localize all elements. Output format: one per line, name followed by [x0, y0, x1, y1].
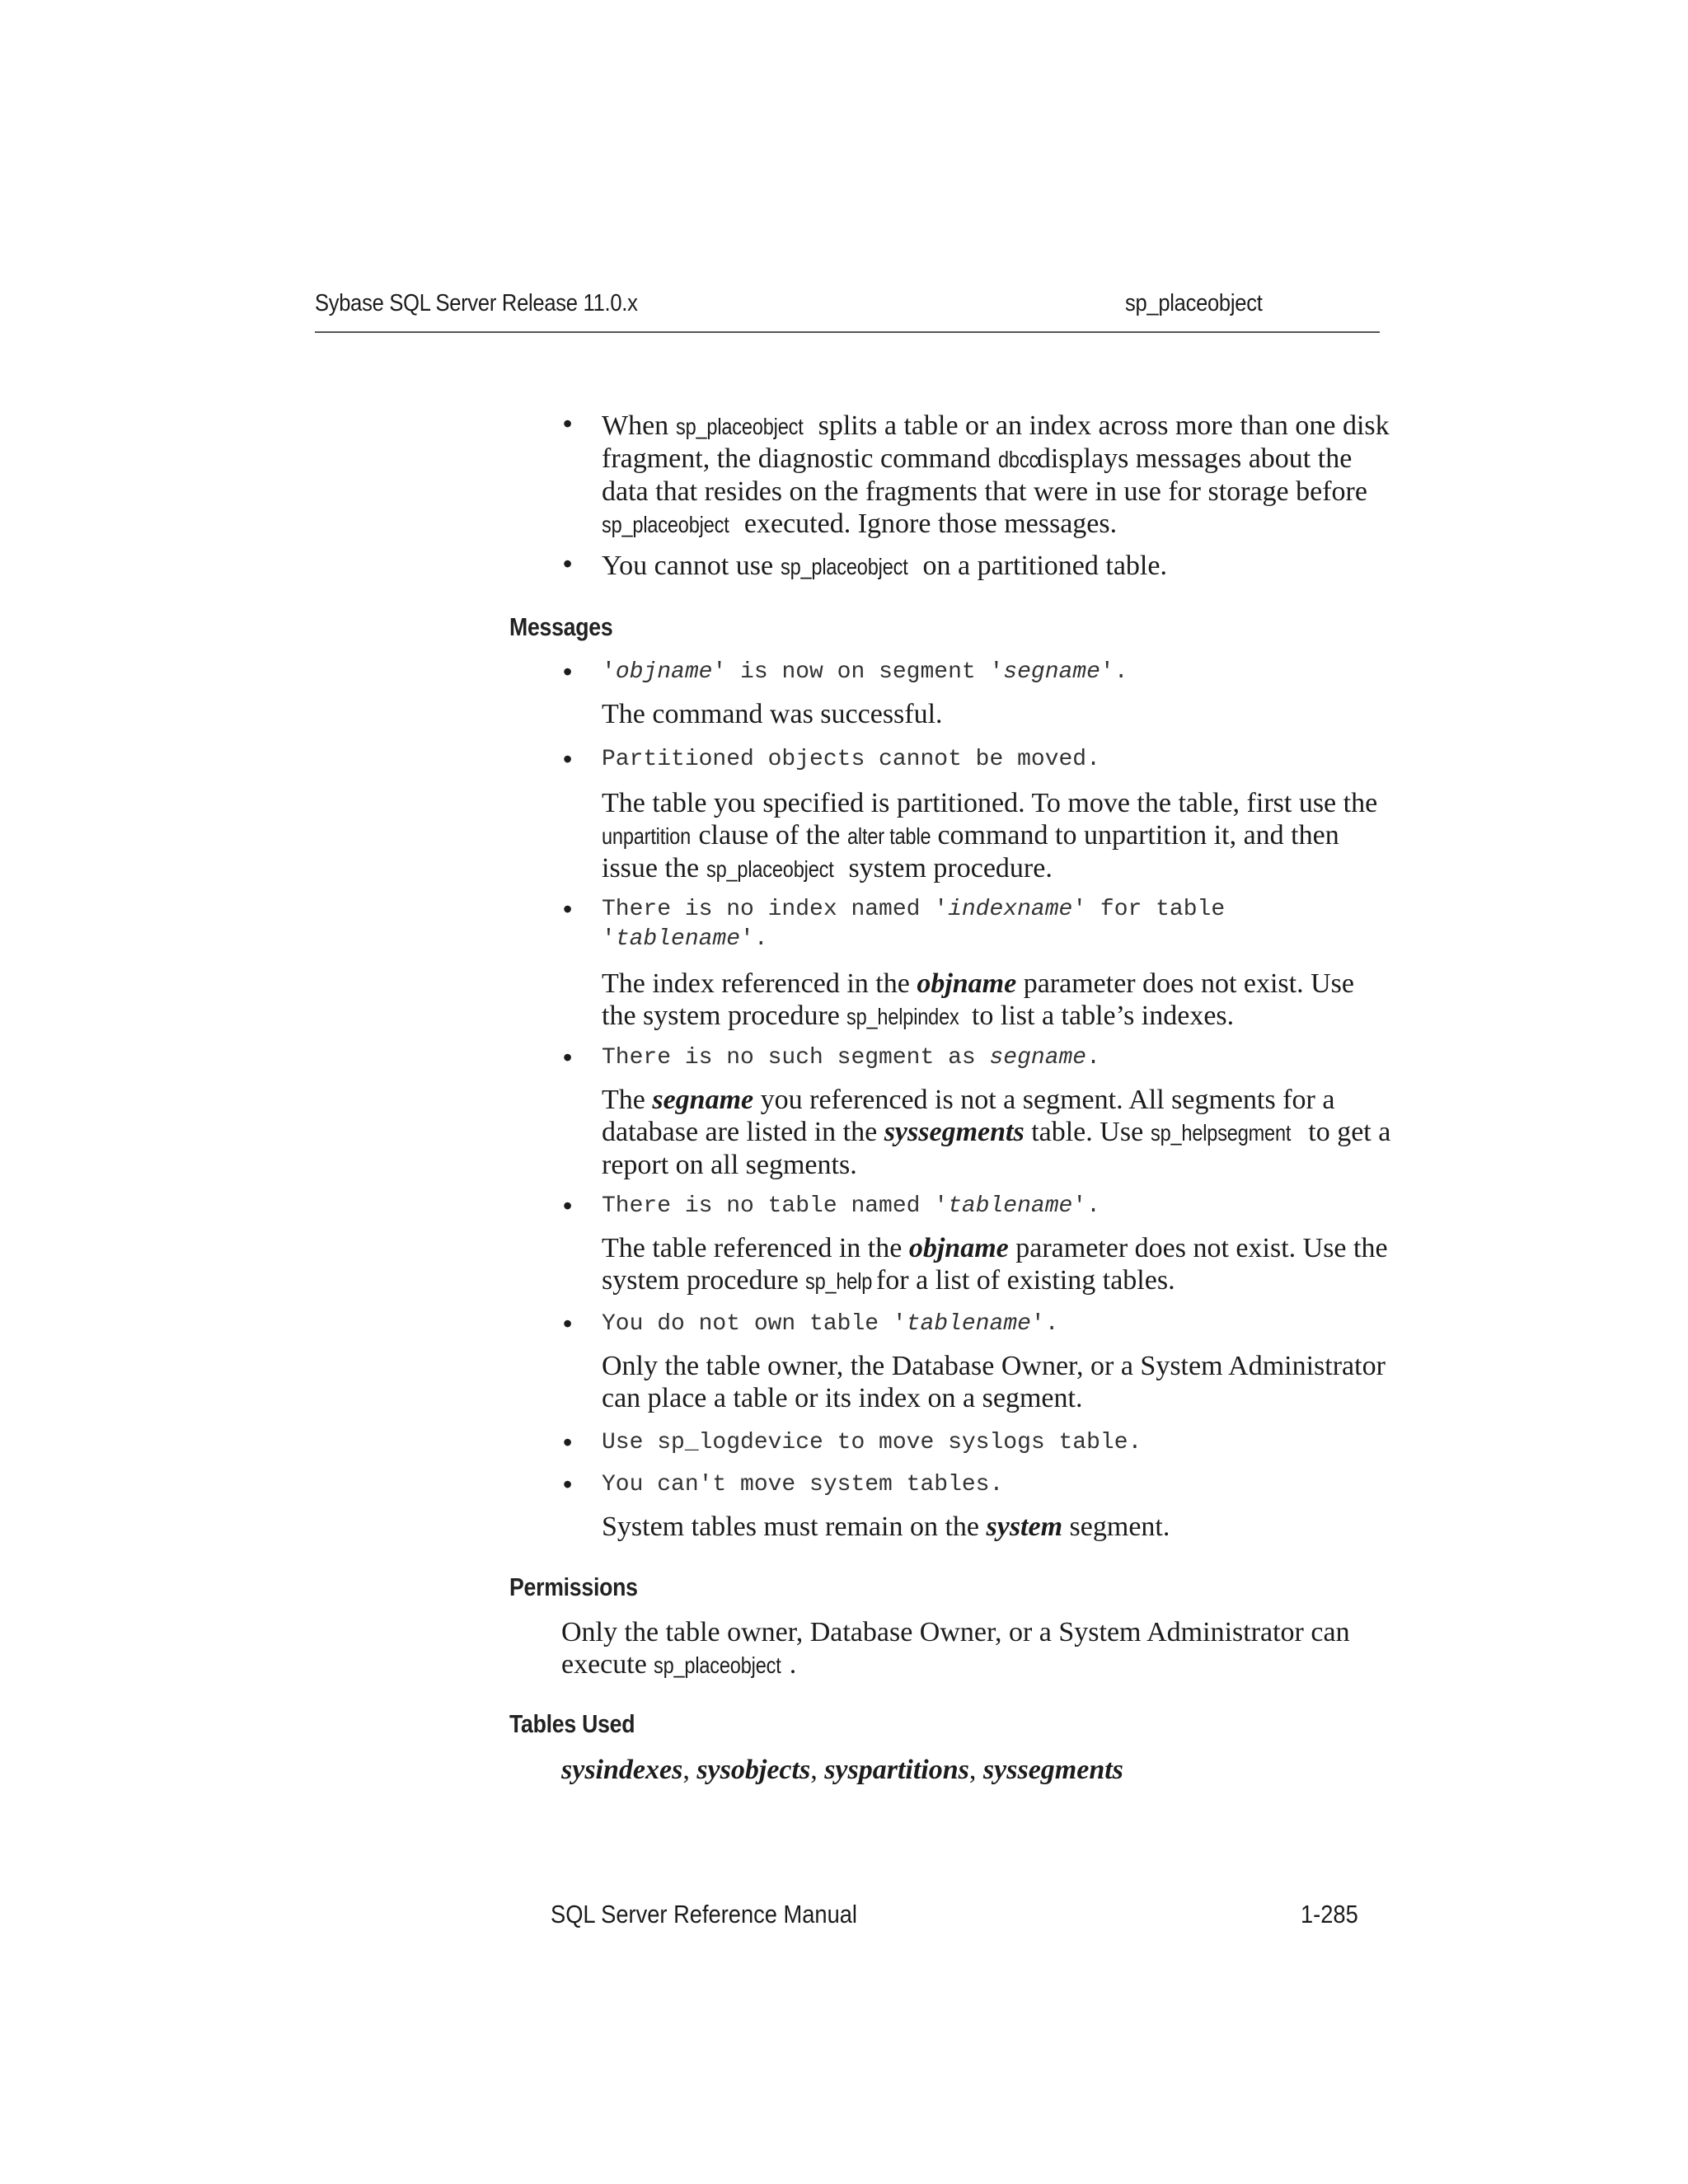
bullet-icon: • [563, 894, 573, 924]
segment-name: system [986, 1511, 1063, 1542]
footer-title: SQL Server Reference Manual [551, 1900, 858, 1929]
command-name: sp_helpsegment [1150, 1120, 1291, 1146]
bullet-icon: • [563, 1309, 573, 1338]
message-3-code: There is no index named 'indexname' for table 'tablename'. [602, 897, 1226, 952]
note-text: You cannot use [602, 551, 781, 581]
bullet-icon: • [563, 1043, 573, 1072]
permissions-heading: Permissions [509, 1572, 638, 1601]
command-name: alter table [846, 823, 931, 849]
message-1-code: 'objname' is now on segment 'segname'. [602, 659, 1128, 685]
message-7-code: Use sp_logdevice to move syslogs table. [602, 1430, 1142, 1455]
command-name: sp_placeobject [675, 414, 804, 439]
bullet-icon: • [563, 1469, 573, 1499]
parameter-name: objname [917, 968, 1017, 999]
table-name: syssegments [982, 1755, 1123, 1785]
bullet-icon: • [563, 549, 573, 579]
parameter-name: segname [652, 1085, 754, 1115]
command-name: sp_placeobject [602, 512, 729, 537]
note-text: When [602, 410, 676, 441]
note-text: splits a table or an index across more than one disk fragment, the diagnostic command [602, 410, 1390, 474]
note-bullet-2 [602, 550, 1393, 583]
bullet-icon: • [563, 409, 573, 438]
bullet-icon: • [563, 744, 573, 774]
header-right: sp_placeobject [1124, 290, 1263, 316]
table-name: sysindexes [561, 1755, 683, 1785]
table-name: syssegments [884, 1117, 1025, 1147]
command-name: sp_help [805, 1268, 873, 1294]
message-6-code: You do not own table 'tablename'. [602, 1311, 1059, 1337]
message-2-description: The table you specified is partitioned. To move the table, first use the unpartition clause of the alter table command to unpartition it, and then issue the sp_placeobject system procedure. [602, 788, 1378, 883]
bullet-icon: • [563, 657, 573, 687]
message-6-description: Only the table owner, the Database Owner, or a System Administrator can place a table or its index on a segment. [602, 1351, 1386, 1413]
tables-used-heading: Tables Used [509, 1709, 635, 1738]
command-name: sp_placeobject [654, 1652, 781, 1678]
message-8-description: System tables must remain on the system segment. [602, 1511, 1170, 1542]
message-2-code: Partitioned objects cannot be moved. [602, 747, 1100, 772]
note-text: on a partitioned table. [916, 551, 1167, 581]
message-4-code: There is no such segment as segname. [602, 1045, 1100, 1071]
command-name: sp_helpindex [846, 1004, 960, 1029]
command-name: dbcc [997, 447, 1039, 472]
table-name: sysobjects [696, 1755, 811, 1785]
table-name: syspartitions [824, 1755, 969, 1785]
note-text: displays messages about the data that resides on the fragments that were in use for storage before [602, 443, 1367, 507]
command-name: sp_placeobject [780, 554, 908, 579]
tables-used-list: sysindexes, sysobjects, syspartitions, syssegments [561, 1755, 1123, 1785]
note-bullet-1 [602, 410, 1393, 541]
note-text: executed. Ignore those messages. [737, 509, 1118, 539]
messages-heading: Messages [509, 612, 613, 641]
page-number: 1-285 [1301, 1900, 1358, 1929]
parameter-name: objname [908, 1233, 1009, 1263]
message-1-description: The command was successful. [602, 699, 943, 729]
message-8-code: You can't move system tables. [602, 1472, 1004, 1497]
message-3-description: The index referenced in the objname parameter does not exist. Use the system procedure sp_helpindex to list a table’s indexes. [602, 968, 1354, 1031]
permissions-text: Only the table owner, Database Owner, or a System Administrator can execute sp_placeobject . [561, 1617, 1350, 1680]
header-rule [315, 331, 1380, 333]
bullet-icon: • [563, 1191, 573, 1221]
message-5-code: There is no table named 'tablename'. [602, 1193, 1100, 1219]
command-name: unpartition [602, 823, 691, 849]
message-5-description: The table referenced in the objname parameter does not exist. Use the system procedure sp_help for a list of existing tables. [602, 1233, 1388, 1296]
header-left: Sybase SQL Server Release 11.0.x [315, 290, 638, 316]
command-name: sp_placeobject [706, 856, 834, 882]
message-4-description: The segname you referenced is not a segment. All segments for a database are listed in the syssegments table. Use sp_helpsegment to get a report on all segments. [602, 1085, 1391, 1180]
bullet-icon: • [563, 1427, 573, 1457]
